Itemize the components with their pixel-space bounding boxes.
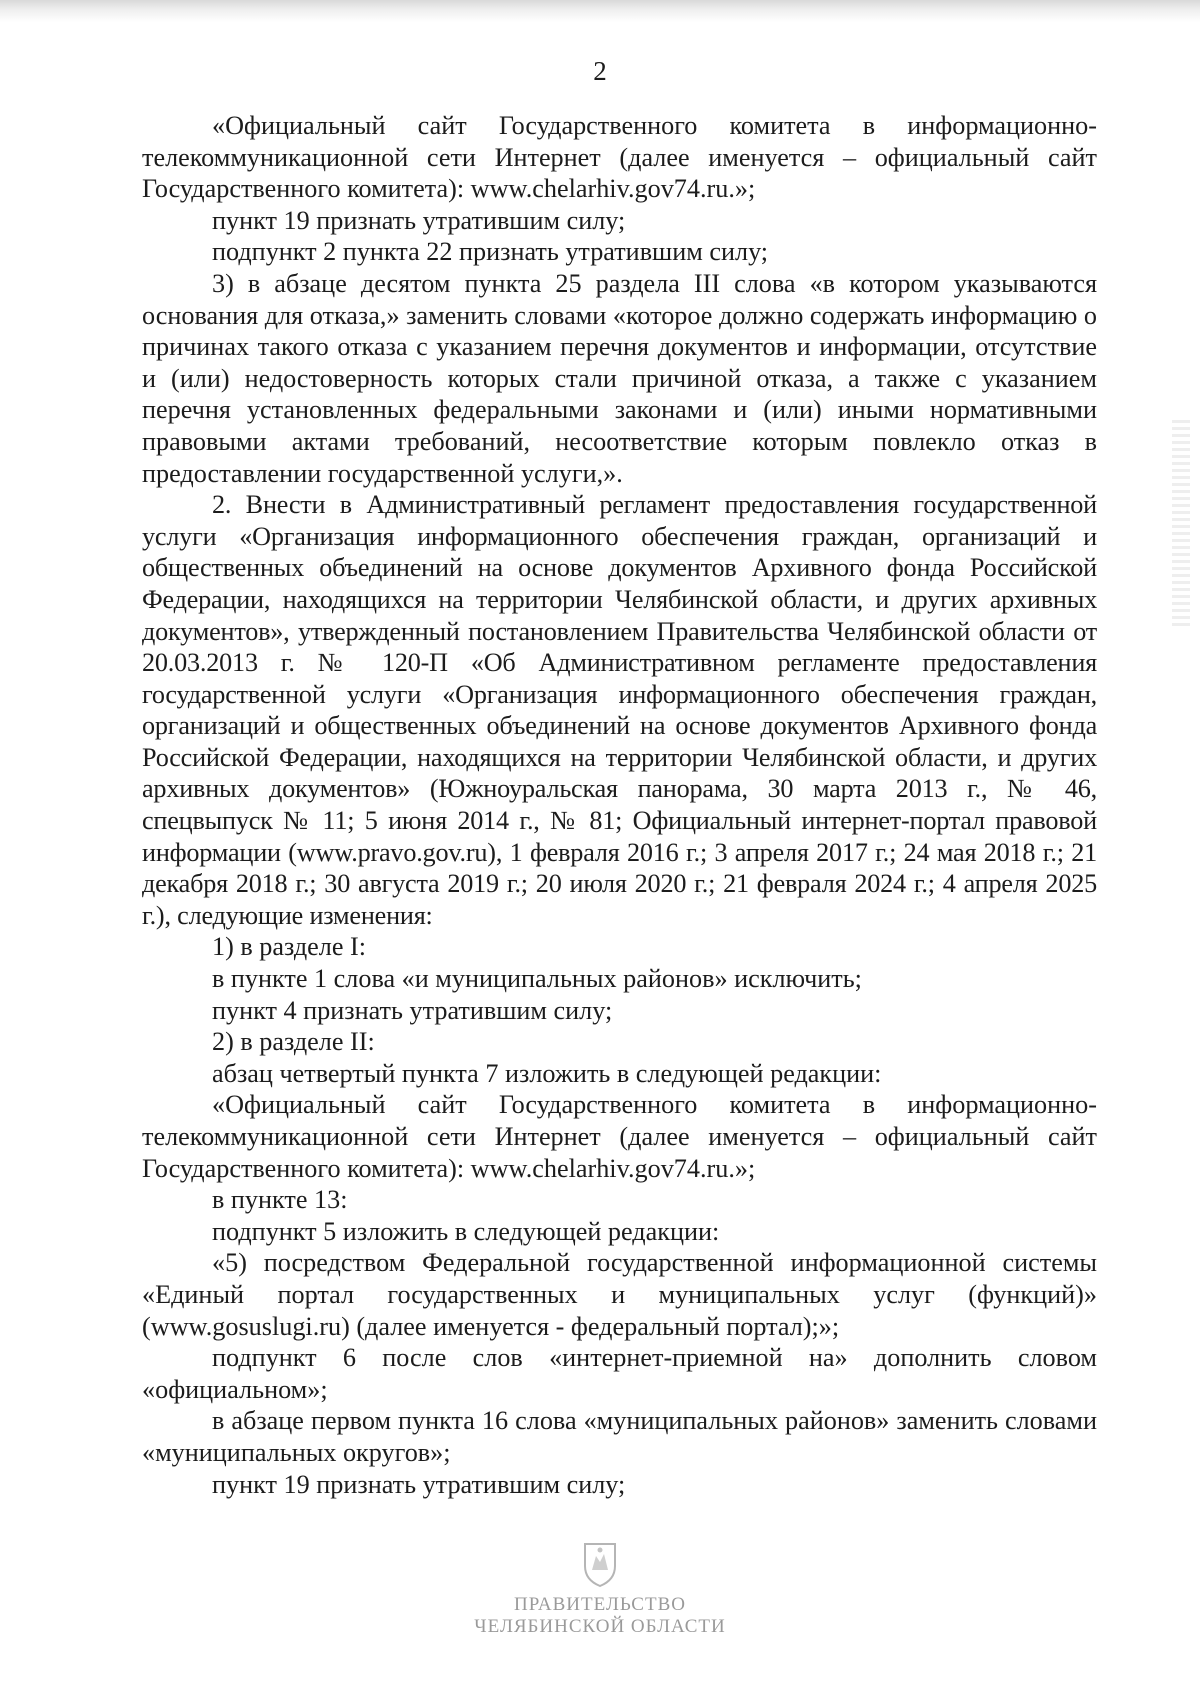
paragraph: пункт 19 признать утратившим силу; bbox=[212, 1469, 626, 1499]
paragraph: в пункте 1 слова «и муниципальных районов» исключить; bbox=[212, 964, 862, 994]
paragraph: 3) в абзаце десятом пункта 25 раздела III слова «в котором указываются основания для отказа,» заменить словами «которое должно содержать информацию о причинах такого отказа с указанием перечня документов и информации, отсутствие и (или) недостоверность которых стали причиной отказа, а также с указанием перечня установленных федеральными законами и (или) иными нормативными правовыми актами требований, несоответствие которым повлекло отказ в предоставлении государственной услуги,». bbox=[142, 268, 1097, 488]
seal-line-1: ПРАВИТЕЛЬСТВО bbox=[514, 1594, 686, 1615]
paragraph: подпункт 6 после слов «интернет-приемной на» дополнить словом «официальном»; bbox=[142, 1343, 1097, 1404]
paragraph: пункт 19 признать утратившим силу; bbox=[212, 205, 626, 235]
paragraph: подпункт 5 изложить в следующей редакции: bbox=[212, 1216, 720, 1246]
paragraph: абзац четвертый пункта 7 изложить в следующей редакции: bbox=[212, 1058, 882, 1088]
paragraph: «5) посредством Федеральной государственной информационной системы «Единый портал государственных и муниципальных услуг (функций)» (www.gosuslugi.ru) (далее именуется - федеральный портал);»; bbox=[142, 1248, 1097, 1341]
paragraph: «Официальный сайт Государственного комитета в информационно-телекоммуникационной сети Интернет (далее именуется – официальный сайт Государственного комитета): www.chelarhiv.gov74.ru.»; bbox=[142, 111, 1097, 204]
paragraph: 2) в разделе II: bbox=[212, 1027, 375, 1057]
paragraph: подпункт 2 пункта 22 признать утратившим силу; bbox=[212, 237, 769, 267]
paragraph: 2. Внести в Административный регламент предоставления государственной услуги «Организация информационного обеспечения граждан, организаций и общественных объединений на основе документов Архивного фонда Российской Федерации, находящихся на территории Челябинской области, и других архивных документов», утвержденный постановлением Правительства Челябинской области от 20.03.2013 г. № 120-П «Об Административном регламенте предоставления государственной услуги «Организация информационного обеспечения граждан, организаций и общественных объединений на основе документов Архивного фонда Российской Федерации, находящихся на территории Челябинской области, и других архивных документов» (Южноуральская панорама, 30 марта 2013 г., № 46, спецвыпуск № 11; 5 июня 2014 г., № 81; Официальный интернет-портал правовой информации (www.pravo.gov.ru), 1 февраля 2016 г.; 3 апреля 2017 г.; 24 мая 2018 г.; 21 декабря 2018 г.; 30 августа 2019 г.; 20 июля 2020 г.; 21 февраля 2024 г.; 4 апреля 2025 г.), следующие изменения: bbox=[142, 490, 1097, 930]
scan-artifact bbox=[1172, 420, 1190, 630]
paragraph: 1) в разделе I: bbox=[212, 932, 367, 962]
seal-line-2: ЧЕЛЯБИНСКОЙ ОБЛАСТИ bbox=[474, 1616, 726, 1637]
paragraph: пункт 4 признать утратившим силу; bbox=[212, 995, 613, 1025]
paragraph: в абзаце первом пункта 16 слова «муниципальных районов» заменить словами «муниципальных округов»; bbox=[142, 1406, 1097, 1467]
paragraph: в пункте 13: bbox=[212, 1185, 348, 1215]
page-number: 2 bbox=[593, 56, 607, 86]
paragraph: «Официальный сайт Государственного комитета в информационно-телекоммуникационной сети Интернет (далее именуется – официальный сайт Государственного комитета): www.chelarhiv.gov74.ru.»; bbox=[142, 1090, 1097, 1183]
scan-edge bbox=[0, 0, 1200, 22]
coat-of-arms-icon bbox=[577, 1540, 623, 1588]
government-seal bbox=[460, 1540, 740, 1638]
document-body bbox=[142, 110, 1097, 1500]
